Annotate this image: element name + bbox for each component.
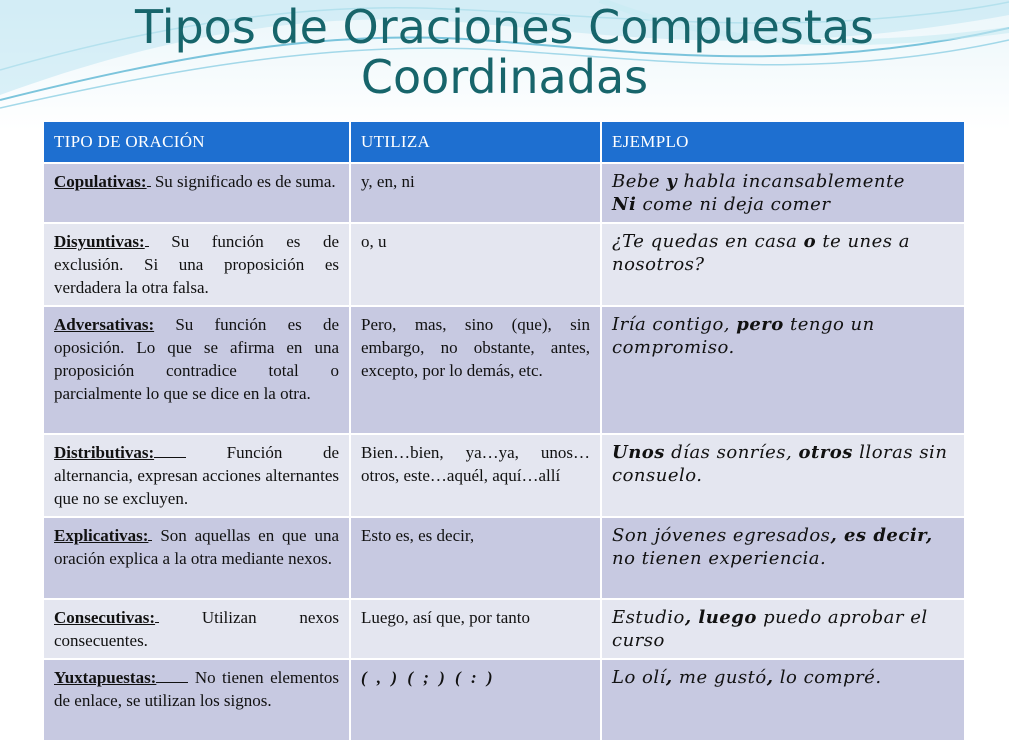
type-description: Función de alternancia, expresan acciones alternantes que no se excluyen. <box>54 443 339 508</box>
coordinate-sentences-table <box>44 122 966 742</box>
example-text: puedo aprobar el curso <box>612 607 928 651</box>
example-connector: pero <box>736 314 784 335</box>
type-cell <box>44 306 350 434</box>
type-cell <box>44 434 350 517</box>
uses-text: Pero, mas, sino (que), sin embargo, no obstante, antes, excepto, por lo demás, etc. <box>361 315 590 380</box>
type-description: No tienen elementos de enlace, se utilizan los signos. <box>54 668 339 710</box>
uses-cell <box>350 517 601 599</box>
type-description: Su función es de oposición. Lo que se afirma en una proposición contradice total o parcialmente lo que se dice en la otra. <box>54 315 340 403</box>
example-text: Lo olí <box>612 667 666 688</box>
type-cell <box>44 599 350 659</box>
example-cell <box>601 306 965 434</box>
example-text: me gustó <box>672 667 767 688</box>
uses-text: Luego, así que, por tanto <box>361 608 531 627</box>
type-cell <box>44 163 350 223</box>
table-row <box>44 599 965 659</box>
example-cell <box>601 517 965 599</box>
example-text: días sonríes, <box>664 442 799 463</box>
example-connector: , <box>665 667 673 688</box>
slide-title <box>0 0 1009 102</box>
example-connector: y <box>666 171 678 192</box>
table-row <box>44 163 965 223</box>
title-line-2: Coordinadas <box>360 50 649 104</box>
type-name: Yuxtapuestas: <box>54 668 157 687</box>
uses-cell <box>350 163 601 223</box>
example-text: no tienen experiencia. <box>612 548 827 569</box>
type-cell <box>44 223 350 306</box>
uses-cell <box>350 434 601 517</box>
table-row <box>44 517 965 599</box>
example-connector: , <box>766 667 774 688</box>
type-name: Consecutivas: <box>54 608 156 627</box>
uses-text: o, u <box>361 232 387 251</box>
type-name: Explicativas: <box>54 526 149 545</box>
example-text: Estudio <box>612 607 685 628</box>
example-text: lloras sin consuelo. <box>612 442 948 486</box>
example-cell <box>601 659 965 741</box>
uses-cell <box>350 599 601 659</box>
example-cell <box>601 434 965 517</box>
example-text: habla incansablemente <box>677 171 905 192</box>
example-connector: Ni <box>612 194 637 215</box>
example-connector: o <box>803 231 817 252</box>
table-row <box>44 306 965 434</box>
uses-text: y, en, ni <box>361 172 415 191</box>
type-description: Son aquellas en que una oración explica a la otra mediante nexos. <box>54 526 340 568</box>
table-row <box>44 223 965 306</box>
example-text: Son jóvenes egresados <box>612 525 831 546</box>
example-text: deja comer <box>717 194 831 215</box>
type-name: Disyuntivas: <box>54 232 145 251</box>
header-type: TIPO DE ORACIÓN <box>44 122 350 163</box>
uses-text: Esto es, es decir, <box>361 526 475 545</box>
example-connector: , es decir, <box>830 525 933 546</box>
type-description: Utilizan nexos consecuentes. <box>54 608 340 650</box>
type-description: Su significado es de suma. <box>154 172 336 191</box>
example-cell <box>601 223 965 306</box>
example-cell <box>601 163 965 223</box>
table-header-row <box>44 122 965 163</box>
example-text: te unes a nosotros? <box>612 231 910 275</box>
type-name: Distributivas: <box>54 443 155 462</box>
example-connector: Unos <box>612 442 665 463</box>
type-cell <box>44 517 350 599</box>
type-name: Copulativas: <box>54 172 147 191</box>
example-text: Iría contigo, <box>612 314 737 335</box>
uses-cell <box>350 306 601 434</box>
uses-cell <box>350 659 601 741</box>
example-text: ¿Te quedas en casa <box>612 231 804 252</box>
uses-cell <box>350 223 601 306</box>
header-example: EJEMPLO <box>601 122 965 163</box>
example-text: lo compré. <box>773 667 882 688</box>
uses-text: ( , ) ( ; ) ( : ) <box>361 668 496 687</box>
type-description: Su función es de exclusión. Si una proposición es verdadera la otra falsa. <box>54 232 340 297</box>
example-connector: ni <box>699 194 718 215</box>
example-text: Bebe <box>612 171 667 192</box>
example-text: come <box>636 194 700 215</box>
example-text: tengo un compromiso. <box>612 314 875 358</box>
title-line-1: Tipos de Oraciones Compuestas <box>135 0 874 54</box>
header-uses: UTILIZA <box>350 122 601 163</box>
example-cell <box>601 599 965 659</box>
example-connector: otros <box>798 442 853 463</box>
type-cell <box>44 659 350 741</box>
example-connector: , luego <box>684 607 757 628</box>
type-name: Adversativas: <box>54 315 155 334</box>
table-row <box>44 659 965 741</box>
uses-text: Bien…bien, ya…ya, unos…otros, este…aquél, aquí…allí <box>361 443 590 485</box>
table-row <box>44 434 965 517</box>
